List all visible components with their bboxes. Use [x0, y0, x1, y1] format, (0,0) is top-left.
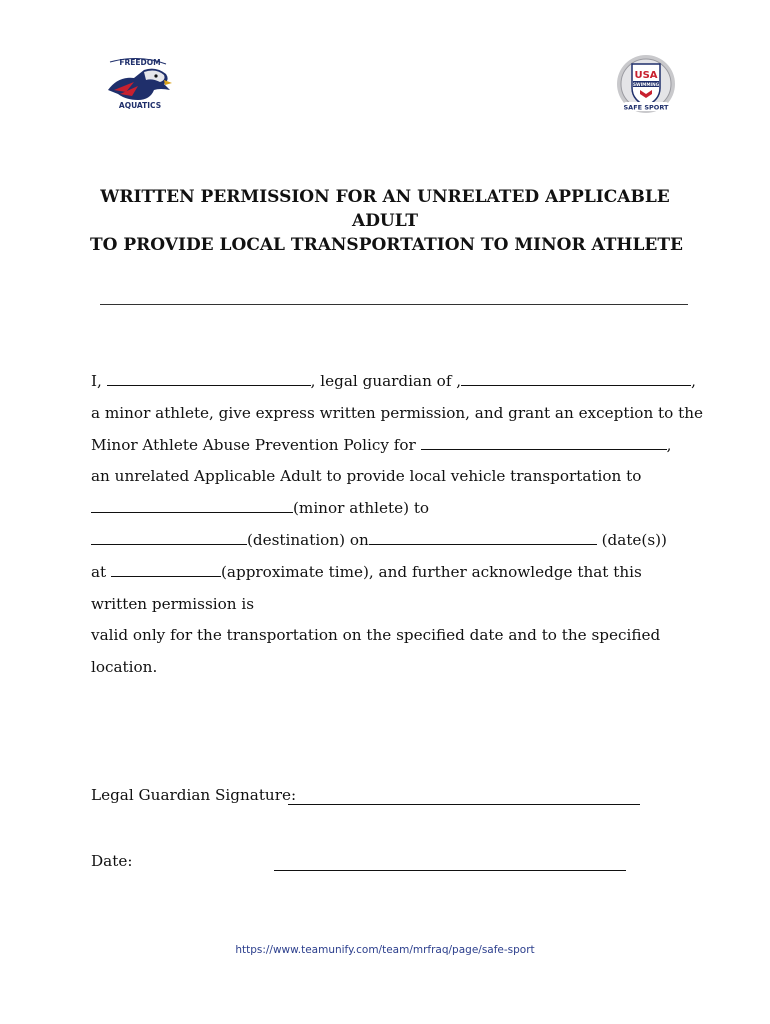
signature-blank[interactable]: [288, 788, 640, 805]
footer-url[interactable]: https://www.teamunify.com/team/mrfraq/page/safe-sport: [235, 944, 535, 956]
destination-blank[interactable]: [91, 528, 247, 545]
statement-line-5: (minor athlete) to: [91, 493, 691, 525]
minor-athlete-blank[interactable]: [91, 496, 293, 513]
document-title: [90, 185, 683, 257]
guardian-name-blank[interactable]: [107, 369, 311, 386]
date-row: [91, 852, 132, 870]
statement-line-10: location.: [91, 658, 158, 677]
minor-athlete-name-blank[interactable]: [461, 369, 691, 386]
statement-line-6: (destination) on (date(s)): [91, 525, 691, 557]
statement-line-9: valid only for the transportation on the specified date and to the specified: [91, 626, 661, 645]
title-line-3: TO PROVIDE LOCAL TRANSPORTATION TO MINOR ATHLETE: [90, 235, 683, 255]
svg-text:SAFE SPORT: SAFE SPORT: [623, 103, 669, 112]
permission-statement: [91, 366, 704, 684]
date-blank[interactable]: [274, 854, 626, 871]
approximate-time-blank[interactable]: [111, 560, 221, 577]
date-label: Date:: [91, 852, 133, 870]
dates-blank[interactable]: [369, 528, 597, 545]
signature-label: Legal Guardian Signature:: [91, 786, 297, 804]
statement-line-3: Minor Athlete Abuse Prevention Policy for ,: [91, 430, 691, 462]
title-line-2: ADULT: [352, 211, 418, 231]
applicable-adult-blank[interactable]: [421, 433, 667, 450]
statement-line-8: written permission is: [91, 594, 254, 613]
freedom-aquatics-logo: [104, 56, 176, 112]
statement-line-2: a minor athlete, give express written permission, and grant an exception to the: [91, 403, 704, 422]
svg-text:AQUATICS: AQUATICS: [118, 101, 162, 110]
statement-line-1: I, , legal guardian of , ,: [91, 366, 691, 398]
title-line-1: WRITTEN PERMISSION FOR AN UNRELATED APPLICABLE: [100, 187, 670, 207]
svg-text:SWIMMING: SWIMMING: [632, 82, 660, 87]
statement-line-4: an unrelated Applicable Adult to provide local vehicle transportation to: [91, 467, 642, 486]
svg-text:FREEDOM: FREEDOM: [119, 58, 161, 67]
svg-text:USA: USA: [634, 70, 658, 81]
signature-row: [91, 786, 296, 804]
usa-swimming-safe-sport-logo: [614, 54, 678, 116]
statement-line-7: at (approximate time), and further acknowledge that this: [91, 557, 691, 589]
title-divider: [100, 304, 688, 305]
